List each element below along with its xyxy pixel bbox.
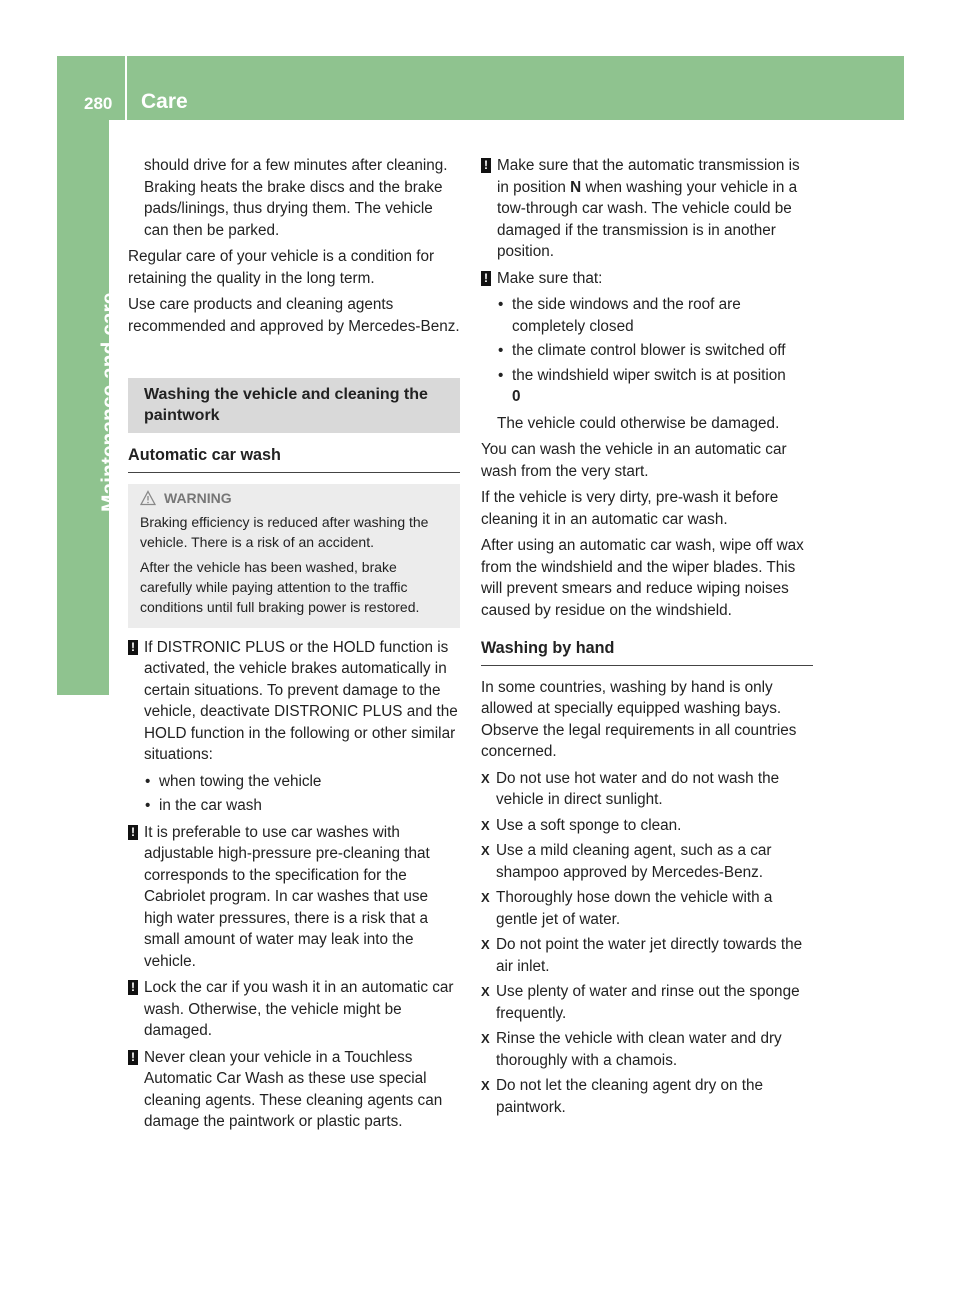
note-text: Lock the car if you wash it in an automatic car wash. Otherwise, the vehicle might be damaged. (144, 979, 454, 1039)
list-item: • the climate control blower is switched off (497, 340, 813, 362)
list-item: • when towing the vehicle (144, 771, 460, 793)
list-item: • in the car wash (144, 795, 460, 817)
step-text: Do not let the cleaning agent dry on the paintwork. (496, 1077, 764, 1116)
step-text: Rinse the vehicle with clean water and dry thoroughly with a chamois. (496, 1030, 782, 1069)
step-arrow-icon: X (481, 1078, 490, 1093)
step-text: Do not point the water jet directly towards the air inlet. (496, 936, 803, 975)
chapter-title: Care (141, 90, 188, 113)
step-arrow-icon: X (481, 843, 490, 858)
regular-care-paragraph: Regular care of your vehicle is a condition for retaining the quality in the long term. (128, 248, 435, 287)
note-text: If DISTRONIC PLUS or the HOLD function is activated, the vehicle brakes automatically in certain situations. To prevent damage to the vehicle, deactivate DISTRONIC PLUS and the HOLD function in the following or other similar situations: (144, 638, 458, 763)
section-heading: Washing the vehicle and cleaning the paintwork (128, 378, 460, 433)
exclamation-icon: ! (128, 825, 138, 840)
warning-triangle-icon (140, 490, 156, 506)
left-column (128, 155, 460, 1138)
gear-position-label: N (570, 178, 582, 196)
warning-label: WARNING (164, 489, 232, 506)
wash-start-paragraph: You can wash the vehicle in an automatic car wash from the very start. (481, 441, 787, 480)
header-divider (125, 56, 127, 120)
step-item (481, 934, 813, 977)
intro-paragraph: should drive for a few minutes after cleaning. Braking heats the brake discs and the brake pads/linings, thus drying them. The vehicle can then be parked. (144, 157, 448, 239)
note-text-part-1: Make sure that the automatic transmission is in position (497, 157, 800, 196)
step-item (481, 887, 813, 930)
wiper-position-value: 0 (512, 388, 521, 405)
step-item (481, 840, 813, 883)
step-arrow-icon: X (481, 770, 490, 786)
exclamation-icon: ! (128, 980, 138, 995)
step-item (481, 981, 813, 1024)
exclamation-icon: ! (481, 271, 491, 286)
page-number: 280 (84, 94, 113, 113)
note-make-sure (481, 268, 813, 290)
damage-warning-text: The vehicle could otherwise be damaged. (497, 414, 780, 432)
hand-wash-steps (481, 768, 813, 1119)
note-touchless (128, 1047, 460, 1133)
note-text-part-2: when washing your vehicle in a tow-through car wash. The vehicle could be damaged if the transmission is in another position. (497, 178, 798, 260)
note-lock-car (128, 977, 460, 1042)
hand-wash-intro-paragraph: In some countries, washing by hand is only allowed at specially equipped washing bays. Observe the legal requirements in all countries concerned. (481, 678, 797, 760)
note-high-pressure (128, 822, 460, 973)
subheading-washing-by-hand: Washing by hand (481, 638, 813, 666)
step-arrow-icon: X (481, 984, 490, 999)
wax-paragraph: After using an automatic car wash, wipe off wax from the windshield and the wiper blades. This will prevent smears and reduce wiping noises caused by residue on the windshield. (481, 537, 804, 619)
step-arrow-icon: X (481, 1031, 490, 1046)
step-text: Use a mild cleaning agent, such as a car shampoo approved by Mercedes-Benz. (496, 842, 772, 881)
exclamation-icon: ! (128, 1050, 138, 1065)
note-bullet-list (128, 771, 460, 817)
right-column (481, 155, 813, 1122)
warning-text-2: After the vehicle has been washed, brake carefully while paying attention to the traffic conditions until full braking power is restored. (140, 558, 420, 615)
side-tab-label: Maintenance and care (98, 292, 121, 512)
list-item (497, 365, 813, 408)
step-text: Use plenty of water and rinse out the sponge frequently. (496, 983, 800, 1022)
step-item (481, 768, 813, 811)
step-item (481, 1028, 813, 1071)
step-item (481, 815, 813, 837)
step-arrow-icon: X (481, 817, 490, 833)
step-text: Thoroughly hose down the vehicle with a gentle jet of water. (496, 889, 773, 928)
step-text: Use a soft sponge to clean. (496, 816, 682, 834)
list-item-text: the windshield wiper switch is at position (512, 366, 786, 384)
make-sure-bullet-list (481, 294, 813, 408)
step-item (481, 1075, 813, 1118)
note-text: Never clean your vehicle in a Touchless Automatic Car Wash as these use special cleaning agents. These cleaning agents can damage the paintwork or plastic parts. (144, 1048, 443, 1130)
warning-text-1: Braking efficiency is reduced after washing the vehicle. There is a risk of an accident. (140, 513, 429, 550)
note-text: Make sure that: (497, 269, 603, 287)
list-item: • the side windows and the roof are completely closed (497, 294, 813, 337)
step-arrow-icon: X (481, 937, 490, 952)
step-arrow-icon: X (481, 890, 490, 905)
warning-box (128, 484, 460, 628)
step-text: Do not use hot water and do not wash the vehicle in direct sunlight. (496, 769, 780, 808)
prewash-paragraph: If the vehicle is very dirty, pre-wash it before cleaning it in an automatic car wash. (481, 489, 779, 528)
warning-title (140, 488, 452, 508)
note-transmission (481, 155, 813, 263)
subheading-automatic-car-wash: Automatic car wash (128, 445, 460, 473)
exclamation-icon: ! (481, 158, 491, 173)
care-products-paragraph: Use care products and cleaning agents recommended and approved by Mercedes-Benz. (128, 296, 460, 335)
exclamation-icon: ! (128, 640, 138, 655)
note-distronic (128, 637, 460, 766)
note-text: It is preferable to use car washes with adjustable high-pressure pre-cleaning that corresponds to the specification for the Cabriolet program. In car washes that use high water pressures, there is a risk that a small amount of water may leak into the vehicle. (144, 823, 430, 970)
